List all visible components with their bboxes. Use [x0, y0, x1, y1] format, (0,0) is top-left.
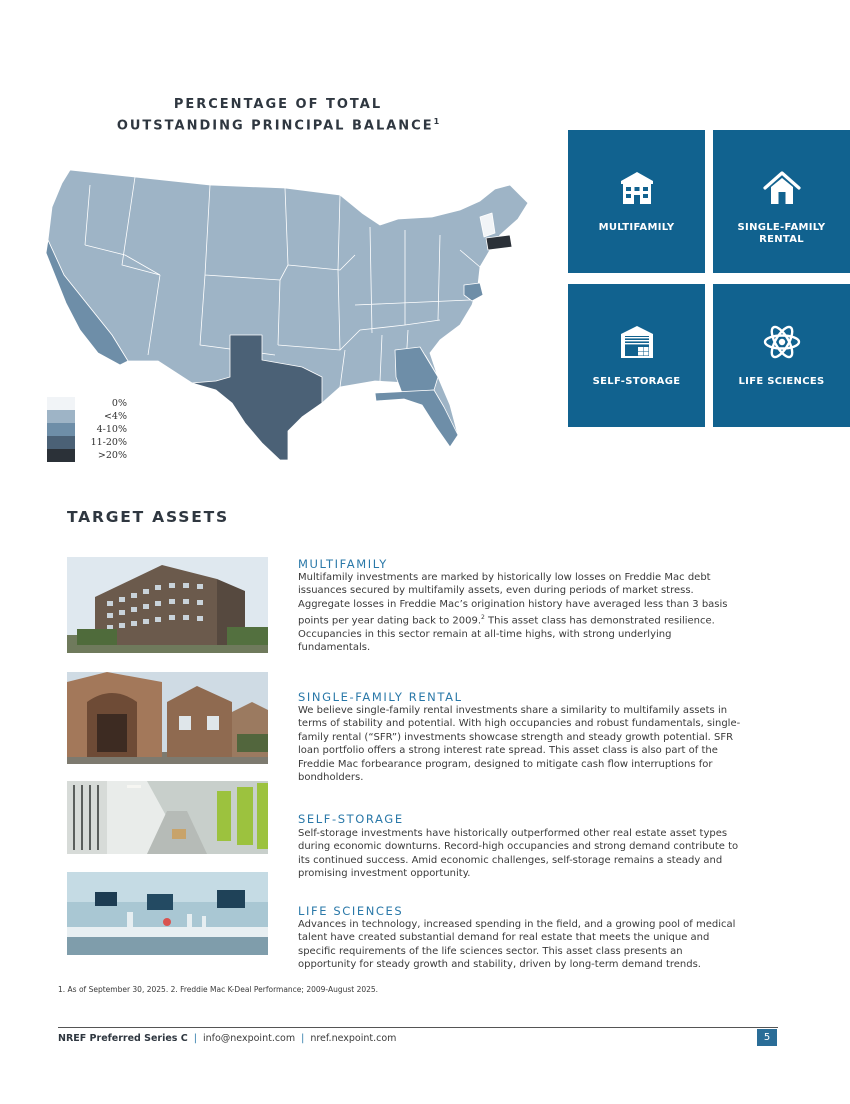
state-massachusetts: [486, 235, 512, 250]
legend-item: [47, 436, 127, 449]
legend-swatch: [47, 436, 75, 449]
footer-divider: [58, 1027, 778, 1028]
footnote-marker: 2: [481, 614, 485, 622]
map-title-line1: PERCENTAGE OF TOTAL: [173, 97, 383, 112]
legend-swatch: [47, 423, 75, 436]
legend-item: [47, 423, 127, 436]
atom-icon: [762, 322, 802, 362]
asset-body-text: Multifamily investments are marked by historically low losses on Freddie Mac debt issuances secured by multifamily assets, even during periods of market stress. Aggregate losses in Freddie Mac’s origination history have averaged less than 3 basis points per year dating back to 2009.: [298, 572, 728, 627]
tile-single-family-rental: [713, 130, 850, 273]
legend-label: <4%: [103, 411, 127, 422]
asset-body-single-family-rental: We believe single-family rental investments share a similarity to multifamily assets in terms of stability and potential. With high occupancies and robust fundamentals, single-family rental (“SFR”) investments showcase strength and steady growth potential. SFR loan portfolio offers a strong interest rate spread. This asset class is also part of the Freddie Mac forbearance program, designed to mitigate cash flow interruptions for bondholders.: [298, 705, 741, 784]
asset-heading-life-sciences: LIFE SCIENCES: [298, 904, 404, 918]
map-title-footnote-marker: 1: [433, 117, 440, 126]
footer-product: NREF Preferred Series C: [58, 1033, 188, 1044]
legend-label: 0%: [111, 398, 127, 409]
asset-body-text: This asset class has demonstrated resilience. Occupancies in this sector remain at all-time highs, with strong underlying fundamentals.: [298, 615, 715, 654]
section-title: TARGET ASSETS: [67, 508, 229, 526]
tile-life-sciences: [713, 284, 850, 427]
asset-body-self-storage: Self-storage investments have historically outperformed other real estate asset types during economic downturns. Record-high occupancies and strong demand contribute to its continued success. Amid economic challenges, self-storage remains a steady and promising investment opportunity.: [298, 828, 739, 880]
apartment-building-icon: [617, 168, 657, 208]
tile-label: SINGLE-FAMILY RENTAL: [737, 222, 826, 245]
life-sciences-photo: [67, 872, 268, 955]
legend-label: 4-10%: [96, 424, 127, 435]
page-number: 5: [757, 1029, 777, 1046]
legend-label: >20%: [97, 450, 127, 461]
legend-item: [47, 410, 127, 423]
footnote: 1. As of September 30, 2025. 2. Freddie Mac K-Deal Performance; 2009-August 2025.: [58, 985, 379, 994]
footer-website[interactable]: nref.nexpoint.com: [310, 1033, 397, 1044]
state-georgia: [395, 347, 438, 393]
legend-swatch: [47, 397, 75, 410]
footer-separator: |: [193, 1033, 197, 1044]
storage-unit-icon: [617, 322, 657, 362]
tile-label: MULTIFAMILY: [598, 222, 675, 233]
asset-body-life-sciences: Advances in technology, increased spending in the field, and a growing pool of medical talent have created substantial demand for real estate that meets the unique and specific requirements of the life sciences sector. This asset class presents an opportunity for steady growth and stability, driven by long-term demand trends.: [298, 919, 736, 971]
tile-label: LIFE SCIENCES: [738, 376, 825, 387]
house-icon: [762, 168, 802, 208]
legend-swatch: [47, 410, 75, 423]
legend-item: [47, 397, 127, 410]
self-storage-photo: [67, 781, 268, 854]
asset-heading-multifamily: MULTIFAMILY: [298, 557, 388, 571]
legend-swatch: [47, 449, 75, 462]
asset-heading-single-family-rental: SINGLE-FAMILY RENTAL: [298, 690, 463, 704]
footer-separator: |: [301, 1033, 305, 1044]
tile-self-storage: [568, 284, 705, 427]
footer-email[interactable]: info@nexpoint.com: [202, 1033, 296, 1044]
tile-multifamily: [568, 130, 705, 273]
legend-label: 11-20%: [90, 437, 127, 448]
asset-body-multifamily: [298, 571, 743, 655]
map-legend: [47, 397, 127, 462]
asset-heading-self-storage: SELF-STORAGE: [298, 812, 404, 826]
tile-label: SELF-STORAGE: [592, 376, 681, 387]
footer: [58, 1033, 396, 1044]
legend-item: [47, 449, 127, 462]
single-family-rental-photo: [67, 672, 268, 764]
map-title-line2: OUTSTANDING PRINCIPAL BALANCE: [116, 118, 434, 134]
multifamily-photo: [67, 557, 268, 653]
map-title: [100, 96, 456, 134]
